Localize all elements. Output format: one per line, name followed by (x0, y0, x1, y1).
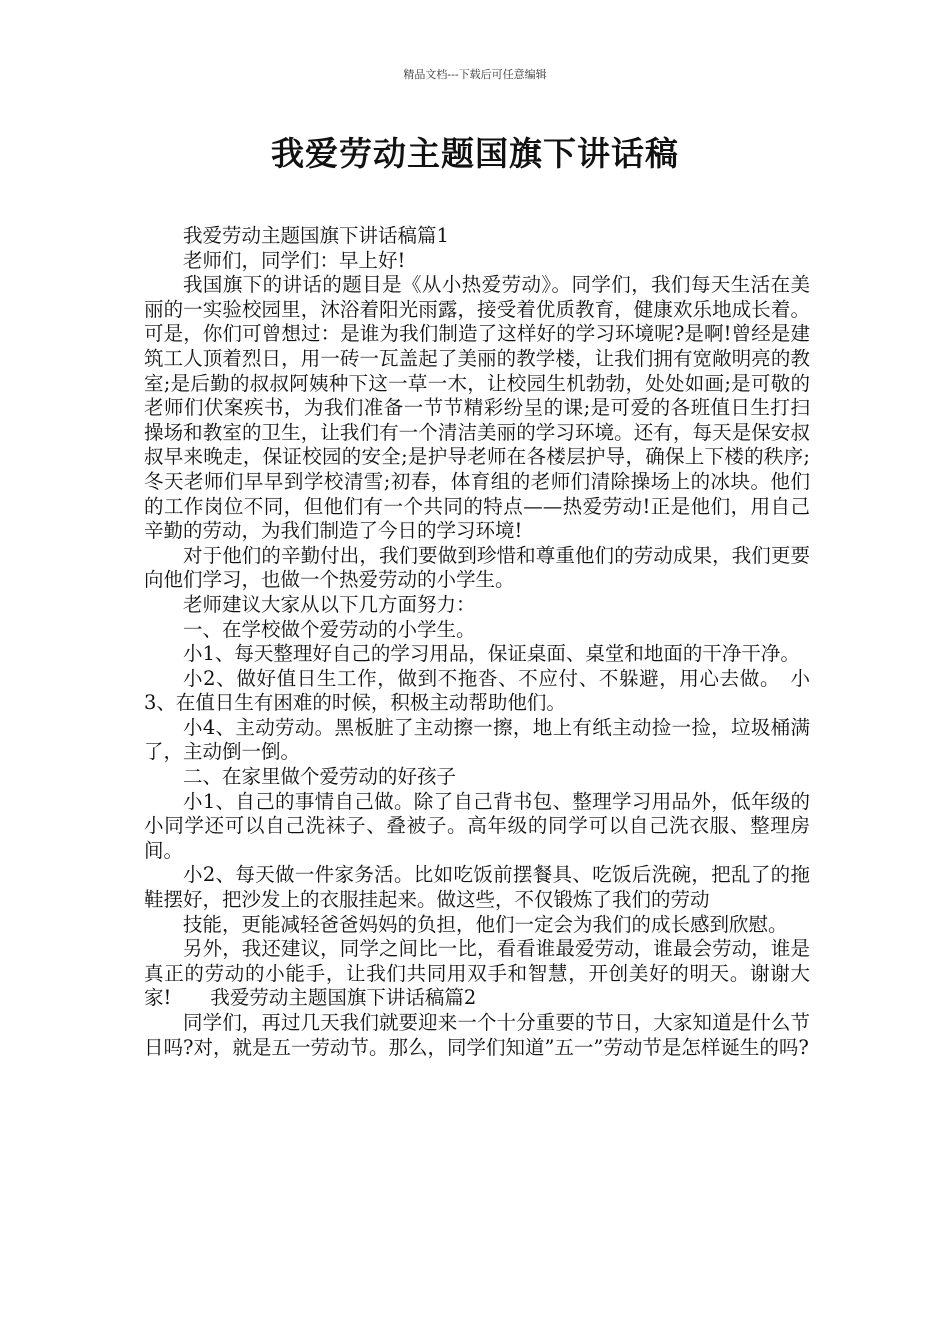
paragraph-3: 我国旗下的讲话的题目是《从小热爱劳动》。同学们，我们每天生活在美丽的一实验校园里，沐浴着阳光雨露，接受着优质教育，健康欢乐地成长着。可是，你们可曾想过：是谁为我们制造了这样好的学习环境呢?是啊!曾经是建筑工人顶着烈日，用一砖一瓦盖起了美丽的教学楼，让我们拥有宽敞明亮的教室;是后勤的叔叔阿姨种下这一草一木，让校园生机勃勃，处处如画;是可敬的老师们伏案疾书，为我们准备一节节精彩纷呈的课;是可爱的各班值日生打扫操场和教室的卫生，让我们有一个清洁美丽的学习环境。还有，每天是保安叔叔早来晚走，保证校园的安全;是护导老师在各楼层护导，确保上下楼的秩序;冬天老师们早早到学校清雪;初春，体育组的老师们清除操场上的冰块。他们的工作岗位不同，但他们有一个共同的特点——热爱劳动!正是他们，用自己辛勤的劳动，为我们制造了今日的学习环境! (144, 273, 810, 543)
paragraph-7: 小1、每天整理好自己的学习用品，保证桌面、桌堂和地面的干净干净。 (183, 642, 800, 666)
paragraph-9: 小4、主动劳动。黑板脏了主动擦一擦，地上有纸主动捡一捡，垃圾桶满了，主动倒一倒。 (144, 715, 810, 764)
paragraph-4: 对于他们的辛勤付出，我们要做到珍惜和尊重他们的劳动成果，我们更要向他们学习，也做一个热爱劳动的小学生。 (144, 543, 810, 592)
paragraph-5: 老师建议大家从以下几方面努力： (183, 592, 476, 616)
paragraph-10: 二、在家里做个爱劳动的好孩子 (183, 765, 457, 789)
paragraph-14: 另外，我还建议，同学之间比一比，看看谁最爱劳动，谁最会劳动，谁是真正的劳动的小能手，让我们共同用双手和智慧，开创美好的明天。谢谢大家! 我爱劳动主题国旗下讲话稿篇2 (144, 937, 810, 1010)
paragraph-6: 一、在学校做个爱劳动的小学生。 (183, 617, 476, 641)
paragraph-15: 同学们，再过几天我们就要迎来一个十分重要的节日，大家知道是什么节日吗?对，就是五一劳动节。那么，同学们知道”五一”劳动节是怎样诞生的吗? (144, 1011, 810, 1059)
document-body (144, 224, 810, 1060)
paragraph-8: 小2、做好值日生工作，做到不拖沓、不应付、不躲避，用心去做。 小3、在值日生有困难的时候，积极主动帮助他们。 (144, 666, 810, 715)
paragraph-12: 小2、每天做一件家务活。比如吃饭前摆餐具、吃饭后洗碗，把乱了的拖鞋摆好，把沙发上的衣服挂起来。做这些，不仅锻炼了我们的劳动 (144, 863, 810, 912)
paragraph-2: 老师们，同学们：早上好! (183, 248, 406, 272)
header-note: 精品文档---下载后可任意编辑 (403, 68, 547, 81)
paragraph-1: 我爱劳动主题国旗下讲话稿篇1 (183, 224, 449, 247)
paragraph-11: 小1、自己的事情自己做。除了自己背书包、整理学习用品外，低年级的小同学还可以自己洗袜子、叠被子。高年级的同学可以自己洗衣服、整理房间。 (144, 789, 810, 862)
paragraph-13: 技能，更能减轻爸爸妈妈的负担，他们一定会为我们的成长感到欣慰。 (183, 912, 788, 936)
document-title: 我爱劳动主题国旗下讲话稿 (271, 134, 679, 173)
